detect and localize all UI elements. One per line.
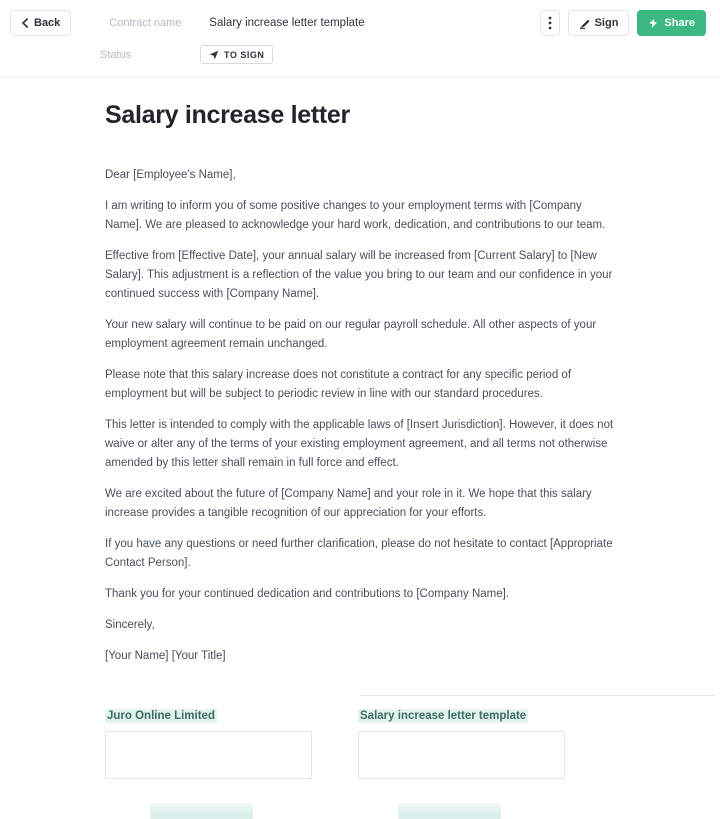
- status-badge[interactable]: [200, 45, 273, 64]
- signature-field-highlight-left: [150, 803, 253, 819]
- signature-block: [358, 710, 611, 779]
- letter-body: [105, 166, 615, 666]
- signature-block: [105, 710, 358, 779]
- letter-paragraph: Effective from [Effective Date], your annual salary will be increased from [Current Salary] to [New Salary]. This adjustment is a reflection of the value you bring to our team and our confidence in your continued success with [Company Name].: [105, 250, 613, 300]
- letter-paragraph: Your new salary will continue to be paid on our regular payroll schedule. All other aspects of your employment agreement remain unchanged.: [105, 319, 597, 350]
- signature-party: [358, 710, 611, 722]
- letter-paragraph: Sincerely,: [105, 619, 155, 631]
- chevron-left-icon: [21, 18, 29, 28]
- sign-label: Sign: [594, 17, 619, 29]
- topbar: [0, 0, 720, 77]
- signature-party-label: Juro Online Limited: [107, 710, 215, 722]
- contract-title: Salary increase letter template: [209, 17, 365, 29]
- status-label: Status: [100, 48, 132, 61]
- letter-paragraph: Dear [Employee's Name],: [105, 169, 236, 181]
- letter-paragraph: If you have any questions or need further clarification, please do not hesitate to contact [Appropriate Contact Person].: [105, 538, 613, 569]
- status-badge-label: TO SIGN: [224, 49, 265, 60]
- back-button[interactable]: [10, 10, 71, 36]
- topbar-actions: [540, 10, 706, 36]
- kebab-menu-icon: [548, 16, 552, 30]
- signature-party: [105, 710, 358, 722]
- share-button[interactable]: [637, 10, 706, 36]
- letter-paragraph: [Your Name] [Your Title]: [105, 650, 226, 662]
- letter-paragraph: I am writing to inform you of some positive changes to your employment terms with [Company Name]. We are pleased to acknowledge your hard work, dedication, and contributions to our team.: [105, 200, 606, 231]
- signature-box[interactable]: [358, 731, 565, 779]
- document-title: Salary increase letter: [105, 101, 350, 129]
- document-canvas[interactable]: [0, 77, 720, 779]
- more-options-button[interactable]: [540, 10, 560, 36]
- contract-name-label: Contract name: [109, 17, 182, 29]
- signature-party-label: Salary increase letter template: [360, 710, 527, 722]
- pen-icon: [579, 18, 590, 29]
- letter-paragraph: This letter is intended to comply with the applicable laws of [Insert Jurisdiction]. However, it does not waive or alter any of the terms of your existing employment agreement, and all terms not otherwise amended by this letter shall remain in full force and effect.: [105, 419, 614, 469]
- signature-box[interactable]: [105, 731, 312, 779]
- signature-field-highlight-right: [398, 803, 501, 819]
- topbar-status-row: [10, 45, 706, 64]
- signature-section: [105, 710, 615, 779]
- topbar-main-row: [10, 10, 706, 36]
- share-label: Share: [664, 17, 695, 29]
- back-label: Back: [34, 17, 61, 29]
- letter-paragraph: Thank you for your continued dedication and contributions to [Company Name].: [105, 588, 510, 600]
- share-icon: [648, 18, 659, 29]
- letter-paragraph: We are excited about the future of [Company Name] and your role in it. We hope that this salary increase provides a tangible recognition of our appreciation for your efforts.: [105, 488, 592, 519]
- letter-paragraph: Please note that this salary increase does not constitute a contract for any specific period of employment but will be subject to periodic review in line with our standard procedures.: [105, 369, 572, 400]
- sign-button[interactable]: [568, 10, 630, 36]
- send-icon: [209, 50, 219, 60]
